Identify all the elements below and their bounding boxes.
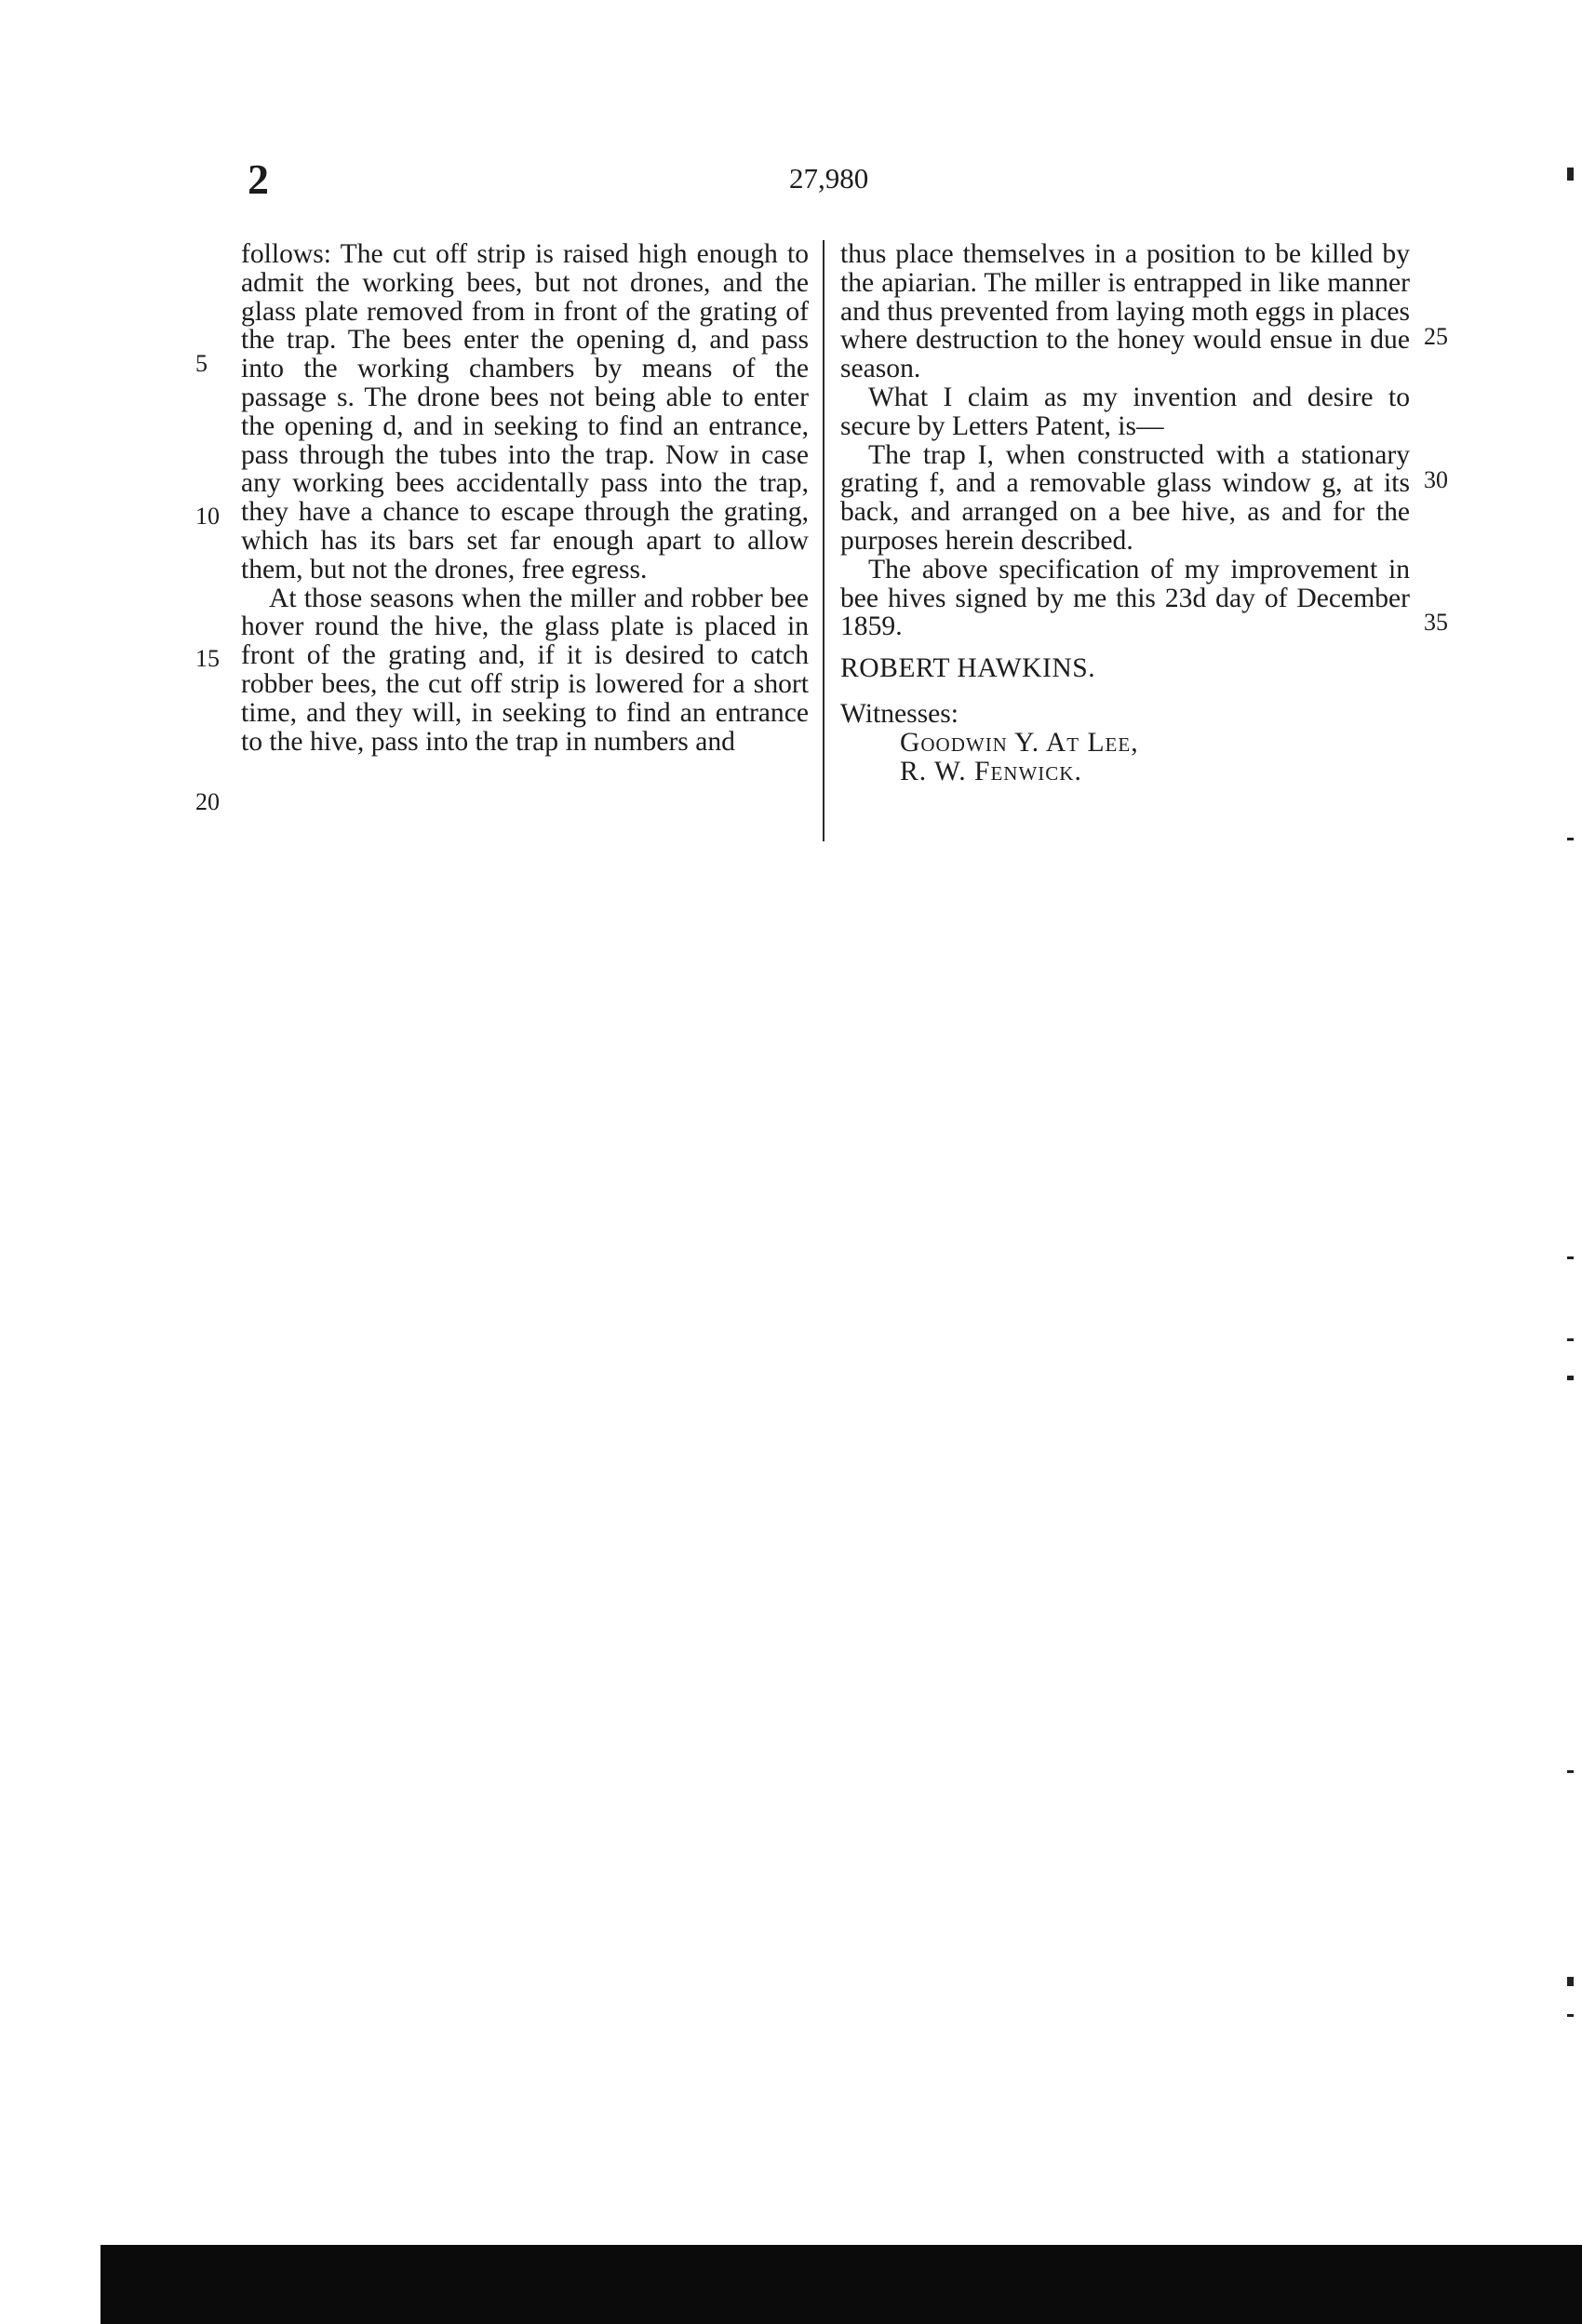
claim-paragraph: The trap I, when constructed with a stationary grating f, and a removable glass window g, at its back, and arranged on a bee hive, as and for the purposes herein described. <box>840 439 1410 556</box>
column-divider <box>823 240 825 841</box>
left-paragraph-1: follows: The cut off strip is raised high enough to admit the working bees, but not drones, and the glass plate removed from in front of the grating of the trap. The bees enter the opening d, and pass into the working chambers by means of the passage s. The drone bees not being able to enter the opening d, and in seeking to find an entrance, pass through the tubes into the trap. Now in case any working bees accidentally pass into the trap, they have a chance to escape through the grating, which has its bars set far enough apart to allow them, but not the drones, free egress. <box>241 239 809 584</box>
witnesses-label: Witnesses: <box>840 698 959 729</box>
left-column <box>241 240 809 756</box>
line-number-10: 10 <box>195 503 220 530</box>
line-number-5: 5 <box>195 350 208 377</box>
scan-edge-mark <box>1567 1977 1574 1986</box>
scan-edge-mark <box>1567 1376 1574 1380</box>
right-column <box>840 240 1410 786</box>
right-paragraph-1: thus place themselves in a position to be killed by the apiarian. The miller is entrapped in like manner and thus prevented from laying moth eggs in places where destruction to the honey would ensue in due season. <box>840 239 1410 384</box>
witness-name-1: Goodwin Y. At Lee, <box>900 727 1139 758</box>
scan-bottom-band <box>101 2245 1582 2324</box>
witness-name-2: R. W. Fenwick. <box>900 756 1082 786</box>
right-paragraph-2: What I claim as my invention and desire to secure by Letters Patent, is— <box>840 382 1410 441</box>
right-paragraph-4: The above specification of my improvement in bee hives signed by me this 23d day of December 1859. <box>840 554 1410 642</box>
line-number-20: 20 <box>195 788 220 815</box>
scan-edge-mark <box>1567 1256 1574 1259</box>
line-number-25: 25 <box>1424 323 1448 350</box>
inventor-signature: ROBERT HAWKINS. <box>840 653 1096 684</box>
left-paragraph-2: At those seasons when the miller and robber bee hover round the hive, the glass plate is placed in front of the grating and, if it is desired to catch robber bees, the cut off strip is lowered for a short time, and they will, in seeking to find an entrance to the hive, pass into the trap in numbers and <box>241 583 809 757</box>
line-number-35: 35 <box>1424 609 1448 636</box>
scan-edge-mark <box>1567 168 1574 181</box>
page-number: 2 <box>248 155 269 203</box>
line-number-15: 15 <box>195 645 220 672</box>
scan-edge-mark <box>1567 1770 1574 1773</box>
scan-edge-mark <box>1567 2014 1574 2017</box>
patent-number: 27,980 <box>789 162 869 195</box>
scan-edge-mark <box>1567 1338 1574 1341</box>
scan-edge-mark <box>1567 838 1574 840</box>
line-number-30: 30 <box>1424 466 1448 493</box>
